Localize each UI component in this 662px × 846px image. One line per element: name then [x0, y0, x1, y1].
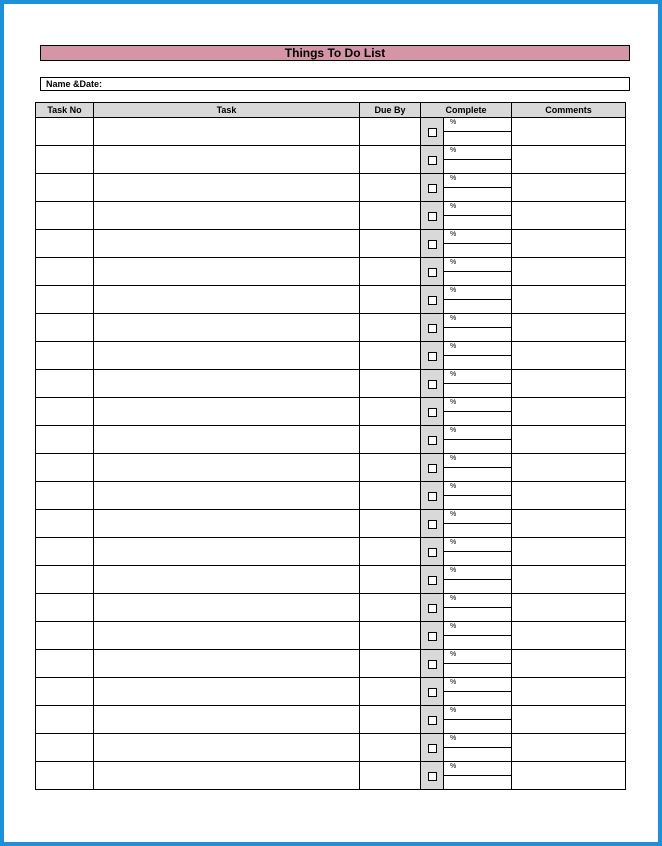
percent-cell[interactable] — [444, 258, 512, 286]
comments-cell[interactable] — [512, 286, 626, 314]
percent-field[interactable] — [444, 678, 511, 692]
table-row — [36, 538, 626, 566]
percent-field[interactable] — [444, 762, 511, 776]
percent-symbol: % — [450, 511, 457, 518]
checkbox-icon[interactable] — [428, 632, 437, 641]
header-task: Task — [94, 103, 360, 118]
percent-symbol: % — [450, 539, 457, 546]
percent-symbol: % — [450, 231, 457, 238]
table-row — [36, 454, 626, 482]
task-no-cell[interactable] — [36, 538, 94, 566]
comments-cell[interactable] — [512, 258, 626, 286]
comments-cell[interactable] — [512, 734, 626, 762]
table-row — [36, 118, 626, 146]
checkbox-icon[interactable] — [428, 380, 437, 389]
percent-field[interactable] — [444, 650, 511, 664]
header-comments: Comments — [512, 103, 626, 118]
name-date-field[interactable] — [40, 77, 630, 91]
checkbox-icon[interactable] — [428, 408, 437, 417]
task-cell[interactable] — [94, 202, 360, 230]
task-cell[interactable] — [94, 510, 360, 538]
due-by-cell[interactable] — [360, 734, 421, 762]
percent-cell[interactable] — [444, 398, 512, 426]
checkbox-icon[interactable] — [428, 352, 437, 361]
table-row — [36, 398, 626, 426]
table-row — [36, 622, 626, 650]
complete-checkbox-cell[interactable] — [421, 342, 444, 370]
task-no-cell[interactable] — [36, 258, 94, 286]
checkbox-icon[interactable] — [428, 296, 437, 305]
percent-symbol: % — [450, 735, 457, 742]
checkbox-icon[interactable] — [428, 464, 437, 473]
task-cell[interactable] — [94, 594, 360, 622]
complete-checkbox-cell[interactable] — [421, 594, 444, 622]
due-by-cell[interactable] — [360, 482, 421, 510]
percent-cell[interactable] — [444, 762, 512, 790]
percent-cell[interactable] — [444, 650, 512, 678]
header-complete: Complete — [421, 103, 512, 118]
comments-cell[interactable] — [512, 762, 626, 790]
percent-field[interactable] — [444, 622, 511, 636]
task-cell[interactable] — [94, 734, 360, 762]
due-by-cell[interactable] — [360, 678, 421, 706]
checkbox-icon[interactable] — [428, 660, 437, 669]
checkbox-icon[interactable] — [428, 604, 437, 613]
due-by-cell[interactable] — [360, 202, 421, 230]
comments-cell[interactable] — [512, 342, 626, 370]
percent-field[interactable] — [444, 286, 511, 300]
comments-cell[interactable] — [512, 426, 626, 454]
table-header-row — [36, 103, 626, 118]
task-cell[interactable] — [94, 678, 360, 706]
percent-cell[interactable] — [444, 118, 512, 146]
checkbox-icon[interactable] — [428, 688, 437, 697]
percent-field[interactable] — [444, 538, 511, 552]
table-row — [36, 510, 626, 538]
due-by-cell[interactable] — [360, 342, 421, 370]
percent-field[interactable] — [444, 342, 511, 356]
due-by-cell[interactable] — [360, 510, 421, 538]
task-cell[interactable] — [94, 398, 360, 426]
checkbox-icon[interactable] — [428, 128, 437, 137]
percent-cell[interactable] — [444, 370, 512, 398]
percent-field[interactable] — [444, 174, 511, 188]
task-cell[interactable] — [94, 118, 360, 146]
percent-symbol: % — [450, 763, 457, 770]
task-no-cell[interactable] — [36, 594, 94, 622]
complete-checkbox-cell[interactable] — [421, 230, 444, 258]
checkbox-icon[interactable] — [428, 184, 437, 193]
percent-cell[interactable] — [444, 286, 512, 314]
due-by-cell[interactable] — [360, 454, 421, 482]
comments-cell[interactable] — [512, 398, 626, 426]
task-no-cell[interactable] — [36, 762, 94, 790]
percent-symbol: % — [450, 707, 457, 714]
percent-cell[interactable] — [444, 734, 512, 762]
page-title: Things To Do List — [40, 45, 630, 61]
task-no-cell[interactable] — [36, 706, 94, 734]
due-by-cell[interactable] — [360, 706, 421, 734]
table-row — [36, 482, 626, 510]
table-row — [36, 202, 626, 230]
percent-symbol: % — [450, 679, 457, 686]
comments-cell[interactable] — [512, 118, 626, 146]
table-row — [36, 650, 626, 678]
due-by-cell[interactable] — [360, 566, 421, 594]
checkbox-icon[interactable] — [428, 744, 437, 753]
percent-symbol: % — [450, 119, 457, 126]
due-by-cell[interactable] — [360, 594, 421, 622]
complete-checkbox-cell[interactable] — [421, 510, 444, 538]
percent-symbol: % — [450, 427, 457, 434]
percent-field[interactable] — [444, 454, 511, 468]
task-cell[interactable] — [94, 370, 360, 398]
task-cell[interactable] — [94, 174, 360, 202]
complete-checkbox-cell[interactable] — [421, 286, 444, 314]
due-by-cell[interactable] — [360, 426, 421, 454]
table-row — [36, 370, 626, 398]
percent-symbol: % — [450, 483, 457, 490]
comments-cell[interactable] — [512, 706, 626, 734]
percent-cell[interactable] — [444, 426, 512, 454]
checkbox-icon[interactable] — [428, 716, 437, 725]
percent-cell[interactable] — [444, 678, 512, 706]
header-task-no: Task No — [36, 103, 94, 118]
task-cell[interactable] — [94, 622, 360, 650]
complete-checkbox-cell[interactable] — [421, 314, 444, 342]
task-no-cell[interactable] — [36, 398, 94, 426]
checkbox-icon[interactable] — [428, 156, 437, 165]
task-no-cell[interactable] — [36, 426, 94, 454]
percent-cell[interactable] — [444, 454, 512, 482]
percent-field[interactable] — [444, 314, 511, 328]
task-cell[interactable] — [94, 230, 360, 258]
percent-cell[interactable] — [444, 174, 512, 202]
percent-cell[interactable] — [444, 594, 512, 622]
checkbox-icon[interactable] — [428, 212, 437, 221]
due-by-cell[interactable] — [360, 650, 421, 678]
table-row — [36, 678, 626, 706]
checkbox-icon[interactable] — [428, 576, 437, 585]
comments-cell[interactable] — [512, 174, 626, 202]
complete-checkbox-cell[interactable] — [421, 258, 444, 286]
comments-cell[interactable] — [512, 146, 626, 174]
due-by-cell[interactable] — [360, 398, 421, 426]
task-no-cell[interactable] — [36, 118, 94, 146]
table-row — [36, 566, 626, 594]
percent-symbol: % — [450, 175, 457, 182]
due-by-cell[interactable] — [360, 286, 421, 314]
percent-symbol: % — [450, 315, 457, 322]
percent-field[interactable] — [444, 594, 511, 608]
percent-cell[interactable] — [444, 706, 512, 734]
task-no-cell[interactable] — [36, 734, 94, 762]
comments-cell[interactable] — [512, 650, 626, 678]
percent-field[interactable] — [444, 426, 511, 440]
comments-cell[interactable] — [512, 510, 626, 538]
table-row — [36, 342, 626, 370]
percent-cell[interactable] — [444, 566, 512, 594]
percent-cell[interactable] — [444, 510, 512, 538]
due-by-cell[interactable] — [360, 538, 421, 566]
table-row — [36, 426, 626, 454]
checkbox-icon[interactable] — [428, 492, 437, 501]
table-row — [36, 286, 626, 314]
complete-checkbox-cell[interactable] — [421, 202, 444, 230]
complete-checkbox-cell[interactable] — [421, 678, 444, 706]
complete-checkbox-cell[interactable] — [421, 650, 444, 678]
percent-symbol: % — [450, 371, 457, 378]
due-by-cell[interactable] — [360, 230, 421, 258]
due-by-cell[interactable] — [360, 622, 421, 650]
percent-field[interactable] — [444, 398, 511, 412]
comments-cell[interactable] — [512, 622, 626, 650]
task-no-cell[interactable] — [36, 454, 94, 482]
task-no-cell[interactable] — [36, 482, 94, 510]
task-no-cell[interactable] — [36, 230, 94, 258]
complete-checkbox-cell[interactable] — [421, 762, 444, 790]
checkbox-icon[interactable] — [428, 268, 437, 277]
name-date-label: Name &Date: — [46, 79, 103, 89]
table-row — [36, 734, 626, 762]
complete-checkbox-cell[interactable] — [421, 538, 444, 566]
percent-field[interactable] — [444, 202, 511, 216]
percent-symbol: % — [450, 567, 457, 574]
percent-field[interactable] — [444, 230, 511, 244]
percent-field[interactable] — [444, 706, 511, 720]
complete-checkbox-cell[interactable] — [421, 482, 444, 510]
complete-checkbox-cell[interactable] — [421, 734, 444, 762]
complete-checkbox-cell[interactable] — [421, 454, 444, 482]
complete-checkbox-cell[interactable] — [421, 706, 444, 734]
comments-cell[interactable] — [512, 538, 626, 566]
task-cell[interactable] — [94, 762, 360, 790]
comments-cell[interactable] — [512, 202, 626, 230]
complete-checkbox-cell[interactable] — [421, 174, 444, 202]
comments-cell[interactable] — [512, 370, 626, 398]
task-cell[interactable] — [94, 286, 360, 314]
comments-cell[interactable] — [512, 594, 626, 622]
percent-symbol: % — [450, 651, 457, 658]
percent-symbol: % — [450, 259, 457, 266]
complete-checkbox-cell[interactable] — [421, 146, 444, 174]
percent-cell[interactable] — [444, 342, 512, 370]
comments-cell[interactable] — [512, 482, 626, 510]
comments-cell[interactable] — [512, 454, 626, 482]
percent-field[interactable] — [444, 510, 511, 524]
task-no-cell[interactable] — [36, 286, 94, 314]
task-cell[interactable] — [94, 650, 360, 678]
percent-symbol: % — [450, 623, 457, 630]
task-cell[interactable] — [94, 482, 360, 510]
percent-cell[interactable] — [444, 622, 512, 650]
comments-cell[interactable] — [512, 314, 626, 342]
task-cell[interactable] — [94, 426, 360, 454]
comments-cell[interactable] — [512, 566, 626, 594]
percent-field[interactable] — [444, 482, 511, 496]
task-no-cell[interactable] — [36, 678, 94, 706]
task-cell[interactable] — [94, 258, 360, 286]
task-cell[interactable] — [94, 538, 360, 566]
comments-cell[interactable] — [512, 230, 626, 258]
table-row — [36, 594, 626, 622]
percent-symbol: % — [450, 455, 457, 462]
header-due-by: Due By — [360, 103, 421, 118]
task-no-cell[interactable] — [36, 202, 94, 230]
task-cell[interactable] — [94, 706, 360, 734]
task-cell[interactable] — [94, 146, 360, 174]
table-row — [36, 258, 626, 286]
task-no-cell[interactable] — [36, 510, 94, 538]
percent-symbol: % — [450, 287, 457, 294]
task-no-cell[interactable] — [36, 314, 94, 342]
percent-field[interactable] — [444, 370, 511, 384]
complete-checkbox-cell[interactable] — [421, 370, 444, 398]
percent-field[interactable] — [444, 734, 511, 748]
due-by-cell[interactable] — [360, 174, 421, 202]
checkbox-icon[interactable] — [428, 520, 437, 529]
due-by-cell[interactable] — [360, 258, 421, 286]
percent-field[interactable] — [444, 146, 511, 160]
checkbox-icon[interactable] — [428, 548, 437, 557]
task-cell[interactable] — [94, 342, 360, 370]
table-row — [36, 146, 626, 174]
due-by-cell[interactable] — [360, 146, 421, 174]
checkbox-icon[interactable] — [428, 324, 437, 333]
task-no-cell[interactable] — [36, 146, 94, 174]
percent-cell[interactable] — [444, 146, 512, 174]
percent-symbol: % — [450, 203, 457, 210]
percent-field[interactable] — [444, 118, 511, 132]
task-no-cell[interactable] — [36, 566, 94, 594]
task-no-cell[interactable] — [36, 174, 94, 202]
percent-symbol: % — [450, 147, 457, 154]
complete-checkbox-cell[interactable] — [421, 398, 444, 426]
due-by-cell[interactable] — [360, 370, 421, 398]
table-row — [36, 174, 626, 202]
due-by-cell[interactable] — [360, 118, 421, 146]
task-cell[interactable] — [94, 454, 360, 482]
task-cell[interactable] — [94, 314, 360, 342]
due-by-cell[interactable] — [360, 314, 421, 342]
percent-cell[interactable] — [444, 538, 512, 566]
table-row — [36, 706, 626, 734]
percent-cell[interactable] — [444, 202, 512, 230]
table-row — [36, 314, 626, 342]
table-row — [36, 230, 626, 258]
complete-checkbox-cell[interactable] — [421, 566, 444, 594]
percent-cell[interactable] — [444, 482, 512, 510]
task-no-cell[interactable] — [36, 650, 94, 678]
task-cell[interactable] — [94, 566, 360, 594]
checkbox-icon[interactable] — [428, 436, 437, 445]
comments-cell[interactable] — [512, 678, 626, 706]
due-by-cell[interactable] — [360, 762, 421, 790]
percent-cell[interactable] — [444, 314, 512, 342]
percent-field[interactable] — [444, 566, 511, 580]
task-no-cell[interactable] — [36, 342, 94, 370]
task-no-cell[interactable] — [36, 370, 94, 398]
task-no-cell[interactable] — [36, 622, 94, 650]
complete-checkbox-cell[interactable] — [421, 426, 444, 454]
percent-symbol: % — [450, 595, 457, 602]
percent-symbol: % — [450, 343, 457, 350]
percent-cell[interactable] — [444, 230, 512, 258]
percent-symbol: % — [450, 399, 457, 406]
checkbox-icon[interactable] — [428, 240, 437, 249]
percent-field[interactable] — [444, 258, 511, 272]
complete-checkbox-cell[interactable] — [421, 622, 444, 650]
checkbox-icon[interactable] — [428, 772, 437, 781]
todo-table — [35, 102, 626, 790]
table-row — [36, 762, 626, 790]
complete-checkbox-cell[interactable] — [421, 118, 444, 146]
